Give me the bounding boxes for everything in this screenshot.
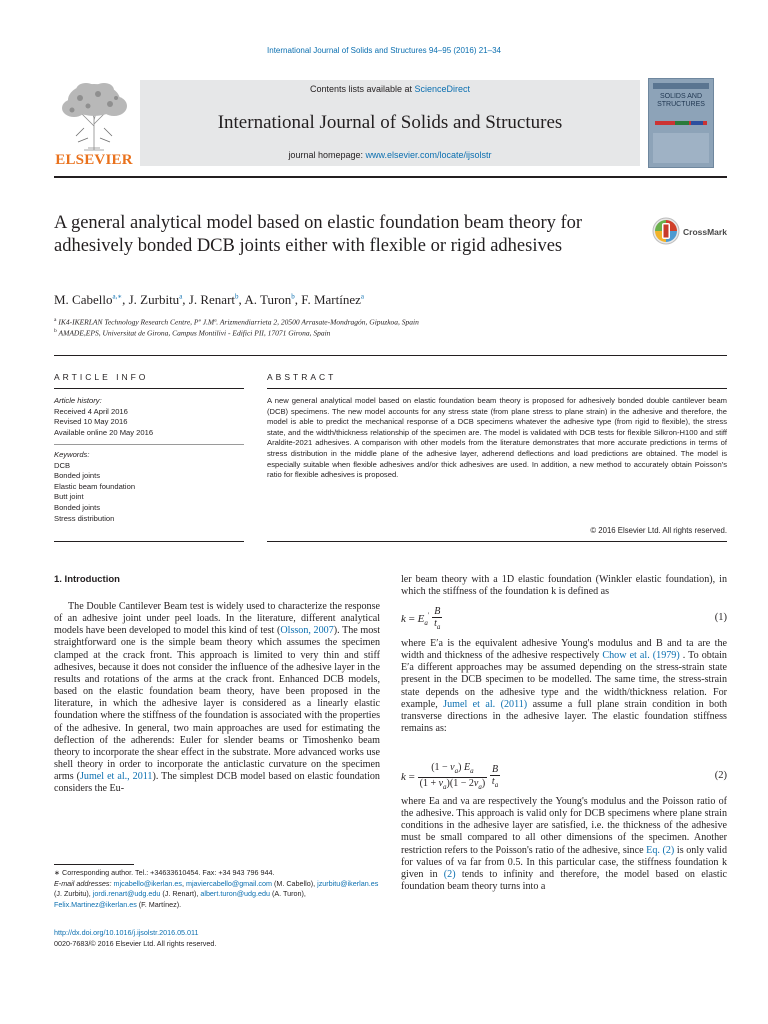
- intro-paragraph-right-1: ler beam theory with a 1D elastic foundation (Winkler elastic foundation), in which the stiffness of the foundation k is defined as: [401, 574, 727, 598]
- intro-text: ). The most straightforward one is the simple beam theory which assumes the specimen clamped at the crack front. This approach is limited to very thin and stiff adhesives, because it does not consider the influence of the adhesive layer in the results and rotations of the arms at the crack front. Enhanced DCB models, based on the elastic foundation beam theory, have been proposed in the literature, in which the adhesive layer is considered as a linearly elastic foundation where the stiffness of the foundation is associated with the properties of the adhesive. In general, two main approaches are used for estimating the deflection of the adherends: Euler for slender beams or Timoshenko beam theory to incorporate the shear effect in the substrate. More advanced works use shell theory in order to incorporate the anticlastic curvature on the specimen arms (: [54, 625, 381, 783]
- history-online: Available online 20 May 2016: [54, 427, 154, 437]
- affiliation: [54, 317, 714, 327]
- header-rule: [54, 355, 727, 356]
- footnote-rule: [54, 864, 134, 865]
- intro-text: where Ea and νa are respectively the Young's modulus and the Poisson ratio of the adhesive. This approach is valid only for DCB specimens where plane strain conditions in the adhesive layer are satisfied, i.e. the thickness of the adhesive must be small compared to all other dimensions of the specimen. Another restriction refers to the Poisson's ratio of the adhesive, since: [401, 796, 727, 856]
- author-affiliation-mark[interactable]: a: [179, 292, 183, 301]
- journal-homepage: [140, 150, 640, 160]
- keyword: Butt joint: [54, 492, 84, 502]
- author-separator: ,: [238, 292, 245, 307]
- intro-text: The Double Cantilever Beam test is widely used to characterize the response of an adhesive joint under peel loads. In the literature, different analytical models have been developed to model this kind of test (: [54, 601, 380, 637]
- homepage-prefix: journal homepage:: [288, 150, 366, 160]
- equation-1-number: (1): [714, 612, 727, 623]
- author-separator: ,: [294, 292, 302, 307]
- email-owner: (A. Turon),: [269, 889, 306, 899]
- email-owner: (J. Renart),: [160, 889, 201, 899]
- affiliation-mark: b: [54, 328, 57, 334]
- author-name: A. Turon: [244, 292, 292, 307]
- affiliation-text: AMADE,EPS, Universitat de Girona, Campus Montilivi - Edifici PII, 17071 Girona, Spain: [58, 328, 331, 338]
- email-owner: (J. Zurbitu),: [54, 889, 93, 899]
- author[interactable]: [301, 292, 364, 307]
- abstract-rule: [267, 388, 727, 389]
- author-affiliation-mark[interactable]: b: [235, 292, 239, 301]
- equation-2-number: (2): [714, 770, 727, 781]
- author-name: F. Martínez: [301, 292, 361, 307]
- equation-2-body: k = $\frac{(1 - \nu_a) E_a}{(1 + \nu_a)(1 - 2\nu_a)}$ $\frac{B}{t_a}$: [401, 762, 499, 791]
- equation-link[interactable]: (2): [443, 868, 456, 880]
- crossmark-badge[interactable]: [652, 217, 732, 247]
- keywords-label: Keywords:: [54, 450, 90, 459]
- history-label: Article history:: [54, 396, 102, 405]
- keywords-block: [54, 450, 244, 524]
- doi-link[interactable]: http://dx.doi.org/10.1016/j.ijsolstr.2016.05.011: [54, 928, 199, 937]
- journal-masthead: [54, 78, 714, 168]
- elsevier-tree-icon: [54, 78, 134, 152]
- author-name: M. Cabello: [54, 292, 113, 307]
- cover-title: SOLIDS AND STRUCTURES: [657, 93, 705, 108]
- history-received: Received 4 April 2016: [54, 406, 128, 416]
- citation-link[interactable]: Chow et al. (1979): [602, 650, 680, 662]
- section-heading-introduction: 1. Introduction: [54, 574, 120, 585]
- affiliation: [54, 328, 714, 338]
- email-owner: (F. Martínez).: [136, 900, 182, 910]
- email-owner: ,: [181, 878, 186, 888]
- cover-color-bar-blue: [691, 121, 703, 125]
- cover-image-area: [653, 133, 709, 163]
- crossmark-label: CrossMark: [683, 227, 727, 237]
- masthead-divider: [54, 176, 727, 178]
- abstract-copyright: © 2016 Elsevier Ltd. All rights reserved.: [590, 526, 727, 535]
- crossmark-icon: [652, 217, 680, 245]
- elsevier-logo[interactable]: [54, 78, 134, 168]
- equation-link[interactable]: Eq. (2): [646, 844, 675, 856]
- sciencedirect-link[interactable]: ScienceDirect: [414, 84, 471, 94]
- intro-text: . To obtain E′a different approaches may be assumed depending on the stress-strain state present in the DCB specimen to be modelled. The same time, the stress-strain state depends on the adhesive type and the width/thickness relation. For example,: [401, 650, 727, 710]
- email-link[interactable]: albert.turon@udg.edu: [200, 889, 270, 899]
- history-revised: Revised 10 May 2016: [54, 417, 128, 427]
- article-title: A general analytical model based on elastic foundation beam theory for adhesively bonded DCB joints either with flexible or rigid adhesives: [54, 213, 583, 256]
- abstract-bottom-rule: [267, 541, 727, 542]
- journal-cover-thumbnail[interactable]: [648, 78, 714, 168]
- citation-link[interactable]: Jumel et al., 2011: [79, 771, 153, 783]
- contents-availability: [140, 84, 640, 94]
- intro-text: tends to infinity and therefore, the model based on elastic foundation beam theory turns into a: [401, 868, 727, 893]
- footnotes: [54, 868, 384, 911]
- keyword: Bonded joints: [54, 502, 101, 512]
- keyword: Stress distribution: [54, 513, 115, 523]
- affiliation-mark: a: [54, 317, 57, 323]
- journal-title: International Journal of Solids and Structures: [217, 112, 563, 133]
- author-separator: ,: [122, 292, 129, 307]
- author-affiliation-mark[interactable]: a,∗: [112, 292, 123, 301]
- info-separator: [54, 444, 244, 445]
- intro-text: is only valid for values of νa far from 0.5. In this particular case, the stiffness foundation k given in: [401, 844, 727, 880]
- abstract-heading: ABSTRACT: [267, 372, 337, 382]
- article-info-rule: [54, 388, 244, 389]
- intro-text: ). The simplest DCB model based on elastic foundation considers the Eu-: [54, 771, 380, 795]
- equation-2: [401, 762, 727, 794]
- article-info-heading: ARTICLE INFO: [54, 372, 149, 382]
- citation-link[interactable]: Jumel et al. (2011): [443, 698, 528, 710]
- author-name: J. Zurbitu: [128, 292, 180, 307]
- author-affiliation-mark[interactable]: b: [291, 292, 295, 301]
- intro-text: assume a full plane strain condition in both transverse directions in the adhesive layer. The elastic foundation stiffness remains as:: [401, 698, 727, 735]
- journal-banner: [140, 80, 640, 166]
- email-link[interactable]: mjcabello@ikerlan.es: [113, 878, 182, 888]
- cover-header-strip: [653, 83, 709, 89]
- equation-1-body: $k = E_a'$ $\frac{B}{t_a}$: [401, 606, 441, 631]
- corresponding-author-note: ∗ Corresponding author. Tel.: +34633610454. Fax: +34 943 796 944.: [54, 868, 275, 877]
- abstract-text: A new general analytical model based on elastic foundation beam theory is proposed for adhesively bonded double cantilever beam (DCB) specimens. The new model accounts for any stress state (from plane stress to plane strain) in the adhesive and therefore, the model is able to predict the mechanical response of a DCB specimens whatever the adhesive type (from rigid to flexible), the stress state, and the width/thickness relationship of the specimen are. The model is validated with DCB tests for flexible Silkron-H100 and stiff Araldite-2021 adhesives. A comparison with other models from the literature demonstrates that more accurate predictions in terms of stress distribution in the middle plane of the adhesive layer, adherend deflections and load predictions are obtained. The model is especially suitable when flexible adhesives and/or thick adhesives are used. In addition, a new method to accurately obtain Poisson's ratio for flexible adhesives is proposed.: [267, 396, 727, 480]
- keyword: Bonded joints: [54, 471, 101, 481]
- keyword: Elastic beam foundation: [54, 481, 136, 491]
- journal-homepage-link[interactable]: www.elsevier.com/locate/ijsolstr: [365, 150, 492, 160]
- equation-1: [401, 606, 727, 634]
- email-link[interactable]: jzurbitu@ikerlan.es: [317, 878, 379, 888]
- author-separator: ,: [182, 292, 189, 307]
- elsevier-wordmark: ELSEVIER: [55, 152, 133, 168]
- article-history: [54, 396, 244, 438]
- email-addresses: [54, 879, 384, 911]
- author-affiliation-mark[interactable]: a: [360, 292, 365, 301]
- citation-link[interactable]: Olsson, 2007: [280, 625, 334, 637]
- author-name: J. Renart: [188, 292, 236, 307]
- journal-citation[interactable]: International Journal of Solids and Structures 94–95 (2016) 21–34: [267, 46, 501, 55]
- email-link[interactable]: Felix.Martinez@ikerlan.es: [54, 900, 137, 910]
- email-link[interactable]: jordi.renart@udg.edu: [92, 889, 161, 899]
- affiliation-text: IK4-IKERLAN Technology Research Centre, Pº J.Mª. Arizmendiarrieta 2, 20500 Arrasate-Mondragón, Gipuzkoa, Spain: [58, 317, 419, 327]
- doi-block: [54, 928, 384, 949]
- cover-color-bar-green: [675, 121, 689, 125]
- info-bottom-rule: [54, 541, 244, 542]
- intro-paragraph-right-2: [401, 638, 727, 735]
- intro-paragraph-left: [54, 601, 380, 796]
- contents-prefix: Contents lists available at: [309, 84, 415, 94]
- author[interactable]: [54, 292, 129, 307]
- author[interactable]: [189, 292, 245, 307]
- author[interactable]: [129, 292, 189, 307]
- email-label: E-mail addresses:: [54, 878, 114, 888]
- email-owner: (M. Cabello),: [271, 878, 318, 888]
- intro-text: where E′a is the equivalent adhesive Young's modulus and B and ta are the width and thickness of the adhesive respectively: [401, 638, 727, 662]
- author[interactable]: [244, 292, 301, 307]
- email-link[interactable]: mjaviercabello@gmail.com: [185, 878, 272, 888]
- intro-paragraph-right-3: [401, 796, 727, 893]
- keyword: DCB: [54, 460, 71, 470]
- issn-copyright: 0020-7683/© 2016 Elsevier Ltd. All rights reserved.: [54, 938, 217, 948]
- author-list: [54, 292, 714, 308]
